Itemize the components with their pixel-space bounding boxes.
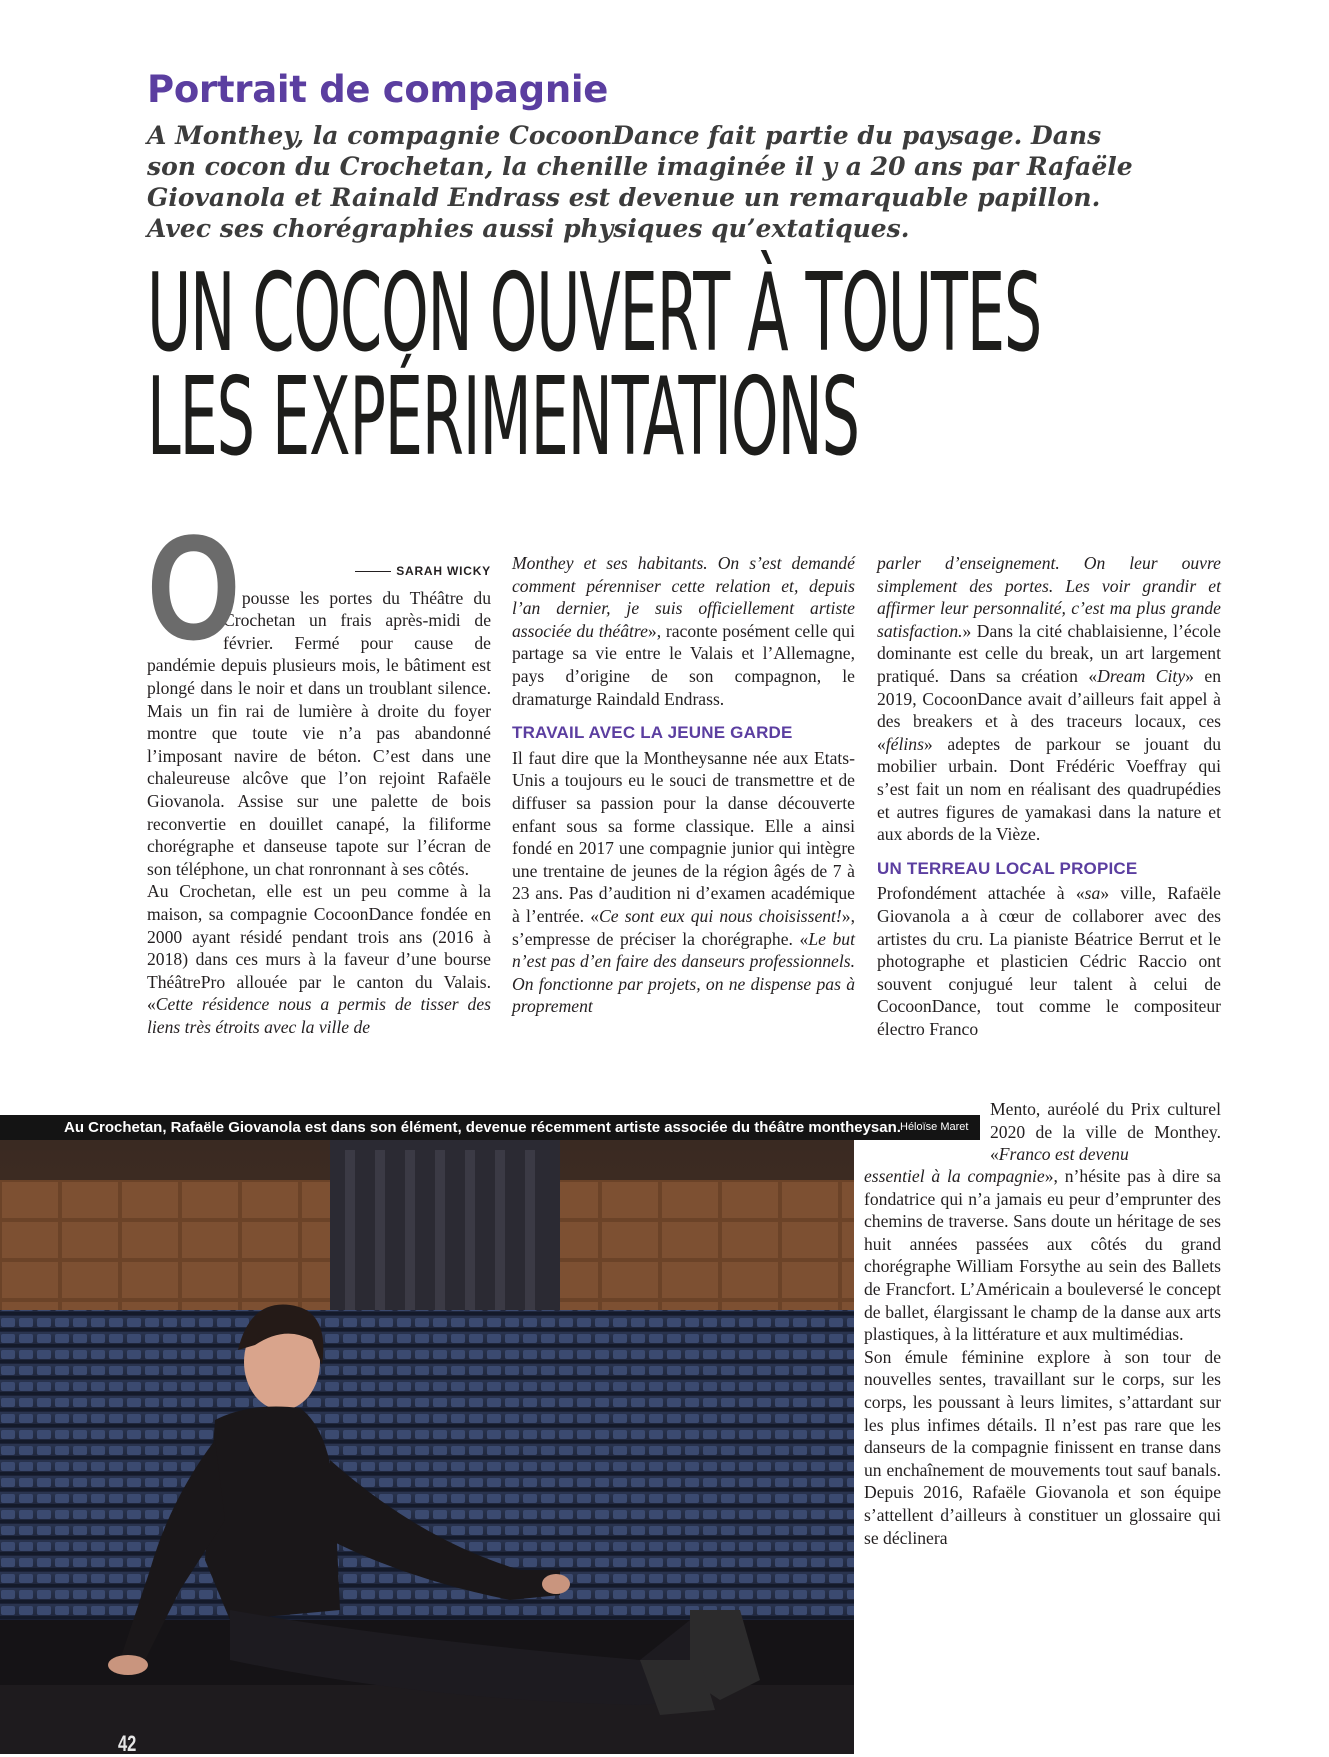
page-number: 42	[118, 1731, 137, 1756]
paragraph	[147, 880, 491, 1038]
paragraph	[864, 1165, 1221, 1346]
headline-line-2: LES EXPÉRIMENTATIONS	[147, 355, 859, 480]
drop-cap: O	[147, 503, 241, 671]
quote-run: Le but n’est pas d’en faire des danseurs professionnels. On fonctionne par projets, on ne dispense pas à proprement	[512, 928, 855, 1017]
quote-run: Ce sont eux qui nous choisissent!	[599, 905, 842, 926]
subheading: UN TERREAU LOCAL PROPICE	[877, 858, 1138, 878]
byline-dash	[355, 571, 391, 572]
byline-author: SARAH WICKY	[396, 564, 491, 578]
paragraph	[512, 747, 855, 1018]
paragraph: Son émule féminine explore à son tour de nouvelles sentes, travaillant sur le corps, sur les corps, les poussant à leurs limites, s’attardant sur les plus infimes détails. Il n’est pas rare que les danseurs de la compagnie finissent en transe dans un enchaînement de mouvements tout sauf banals. Depuis 2016, Rafaële Giovanola et son équipe s’attellent d’ailleurs à constituer un glossaire qui se déclinera	[864, 1346, 1221, 1548]
theatre-photo-illustration	[0, 1140, 854, 1754]
text-run: » ville, Rafaële Giovanola a à cœur de collaborer avec des artistes du cru. La pianiste Béatrice Berrut et le photographe et plasticien Cédric Raccio ont souvent conjugué leur talent à celui de CocoonDance, tout comme le compositeur électro Franco	[877, 883, 1221, 1039]
continuation-text	[864, 1165, 1221, 1549]
text-run: Profondément attachée à «	[877, 883, 1085, 904]
quote-run: Cette résidence nous a permis de tisser des liens très étroits avec la ville de	[147, 994, 491, 1037]
paragraph	[877, 882, 1221, 1040]
caption-text: Au Crochetan, Rafaële Giovanola est dans son élément, devenue récemment artiste associée du théâtre montheysan.	[64, 1119, 901, 1136]
text-run: » Dans la cité chablaisienne, l’école dominante est celle du break, un art largement pratiqué. Dans sa création «	[877, 620, 1221, 686]
text-run: », n’hésite pas à dire sa fondatrice qui n’a jamais eu peur d’emprunter des chemins de traverse. Sans doute un héritage de ses huit années passées aux côtés du grand chorégraphe William Forsythe au sein des Ballets de Francfort. L’Américain a bouleversé le concept de ballet, élargissant le champ de la danse aux arts plastiques, à la littérature et aux multimédias.	[864, 1166, 1221, 1345]
paragraph	[877, 552, 1221, 846]
headline-line-1: UN COCON OUVERT À TOUTES	[147, 251, 1042, 376]
photo-credit: Héloïse Maret	[900, 1121, 969, 1133]
text-run: Il faut dire que la Montheysanne née aux Etats-Unis a toujours eu le souci de transmettre et de diffuser sa passion pour la danse découverte enfant sous sa forme classique. Elle a ainsi fondé en 2017 une compagnie junior qui intègre une trentaine de jeunes de la région âgés de 7 à 23 ans. Pas d’audition ni d’examen académique à l’entrée. «	[512, 747, 855, 926]
quote-run: félins	[885, 733, 924, 754]
article-lead: A Monthey, la compagnie CocoonDance fait partie du paysage. Dans son cocon du Crochetan, la chenille imaginée il y a 20 ans par Rafaële Giovanola et Rainald Endrass est devenue un remarquable papillon. Avec ses chorégraphies aussi physiques qu’extatiques.	[147, 121, 1133, 243]
article-headline	[147, 251, 1042, 480]
quote-run: Dream City	[1097, 665, 1186, 686]
quote-run: Monthey et ses habitants. On s’est demandé comment pérenniser cette relation et, depuis l’an dernier, je suis officiellement artiste associée du théâtre	[512, 553, 855, 641]
section-kicker: Portrait de compagnie	[147, 68, 609, 111]
text-run: Au Crochetan, elle est un peu comme à la maison, sa compagnie CocoonDance fondée en 2000 ayant résidé pendant trois ans (2016 à 2018) dans ces murs à la faveur d’une bourse ThéâtrePro allouée par le canton du Valais. «	[147, 881, 491, 1015]
subheading: TRAVAIL AVEC LA JEUNE GARDE	[512, 723, 793, 743]
quote-run: sa	[1084, 883, 1101, 904]
paragraph	[512, 552, 855, 710]
column-2	[512, 552, 855, 1018]
text-run: », raconte posément celle qui partage sa vie entre le Valais et l’Allemagne, pays d’origine de son compagnon, le dramaturge Raindald Endrass.	[512, 620, 855, 709]
photo-caption	[0, 1115, 980, 1140]
column-1	[147, 503, 491, 1038]
paragraph: n pousse les portes du Théâtre du Crochetan un frais après-midi de février. Fermé pour cause de pandémie depuis plusieurs mois, le bâtiment est plongé dans le noir et dans un troublant silence. Mais un fin rai de lumière à droite du foyer montre que toute vie n’a pas abandonné l’imposant navire de béton. C’est dans une chaleureuse alcôve que l’on rejoint Rafaële Giovanola. Assise sur une palette de bois reconvertie en douillet canapé, la filiforme chorégraphe et danseuse tapote sur l’écran de son téléphone, un chat ronronnant à ses côtés.	[147, 587, 491, 879]
text-run: Mento, auréolé du Prix culturel 2020 de la ville de Monthey. «	[990, 1099, 1221, 1165]
text-run: » adeptes de parkour se jouant du mobilier urbain. Dont Frédéric Voeffray qui s’est fait un nom en réalisant des quadrupédies et autres figures de yamakasi dans la nature et aux abords de la Vièze.	[877, 733, 1221, 845]
quote-run: essentiel à la compagnie	[864, 1166, 1045, 1186]
column-3	[877, 552, 1221, 1040]
text-run: » en 2019, CocoonDance avait d’ailleurs fait appel à des breakers et à des traceurs locaux, ces «	[877, 665, 1221, 754]
quote-run: Franco est devenu	[998, 1144, 1129, 1165]
continuation-text-short	[990, 1098, 1221, 1166]
text-run: », s’empresse de préciser la chorégraphe. «	[512, 905, 855, 949]
paragraph	[990, 1098, 1221, 1166]
quote-run: parler d’enseignement. On leur ouvre simplement des portes. Les voir grandir et affirmer leur personnalité, c’est ma plus grande satisfaction.	[877, 553, 1221, 641]
article-photo	[0, 1140, 854, 1754]
